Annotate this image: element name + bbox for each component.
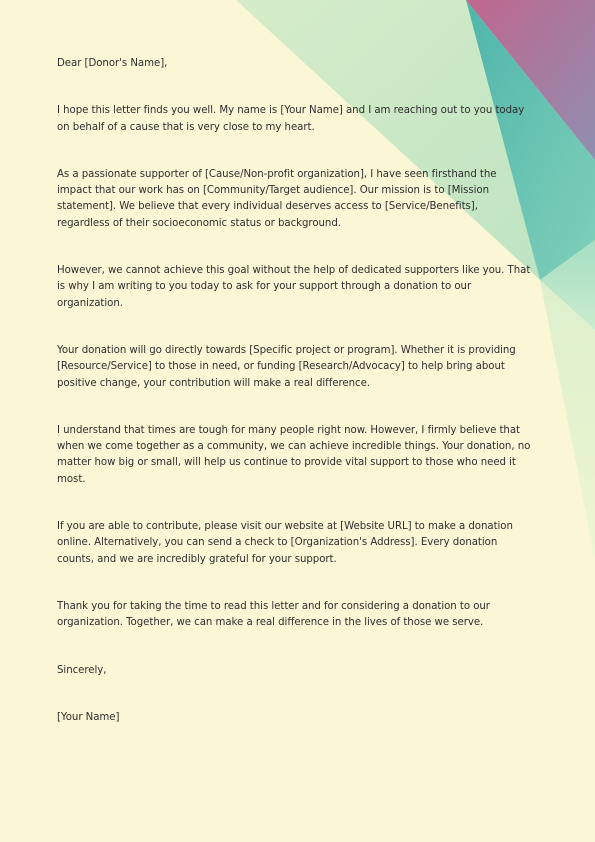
paragraph-how-to-donate: If you are able to contribute, please visit our website at [Website URL] to make a donation online. Alternatively, you can send a check to [Organization's Address]. Every donation counts, and we are incredibly grateful for your support. — [57, 521, 513, 565]
paragraph-mission: As a passionate supporter of [Cause/Non-profit organization], I have seen firsthand the impact that our work has on [Community/Target audience]. Our mission is to [Mission statement]. We believe that every individual deserves access to [Service/Benefits], regardless of their socioeconomic status or background. — [57, 168, 497, 229]
paragraph-intro: I hope this letter finds you well. My name is [Your Name] and I am reaching out to you today on behalf of a cause that is very close to my heart. — [57, 105, 525, 133]
paragraph-impact: Your donation will go directly towards [Specific project or program]. Whether it is providing [Resource/Service] to those in need, or funding [Research/Advocacy] to help bring about positive change, your contribution will make a real difference. — [57, 344, 516, 389]
paragraph-community: I understand that times are tough for many people right now. However, I firmly believe that when we come together as a community, we can achieve incredible things. Your donation, no matter how big or small, will help us continue to provide vital support to those who need it most. — [57, 424, 531, 485]
salutation: Dear [Donor's Name], — [57, 58, 168, 69]
paragraph-request: However, we cannot achieve this goal without the help of dedicated supporters like you. That is why I am writing to you today to ask for your support through a donation to our organization. — [57, 265, 531, 309]
letter-body — [57, 56, 533, 726]
paragraph-thanks: Thank you for taking the time to read this letter and for considering a donation to our organization. Together, we can make a real difference in the lives of those we serve. — [57, 600, 490, 629]
signature: [Your Name] — [57, 711, 120, 723]
closing: Sincerely, — [57, 664, 107, 676]
